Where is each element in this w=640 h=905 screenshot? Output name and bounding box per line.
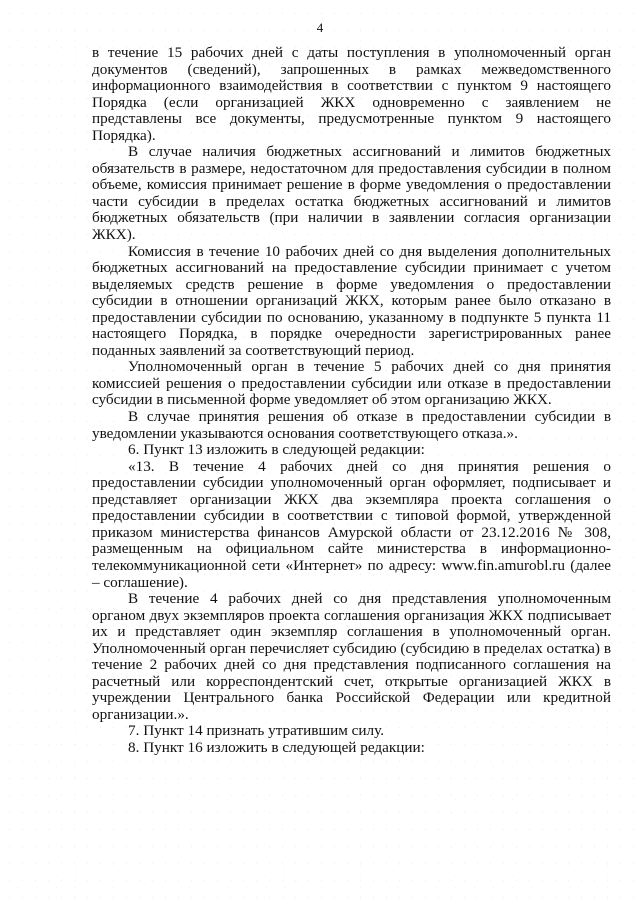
- document-body: [92, 45, 611, 757]
- paragraph-agreement-signing: В течение 4 рабочих дней со дня представления уполномоченным органом двух экземпляров проекта соглашения организация ЖКХ подписывает их и представляет один экземпляр соглашения в уполномоченный орган. Уполномоченный орган перечисляет субсидию (субсидию в пределах остатка) в течение 2 рабочих дней со дня представления подписанного соглашения на расчетный или корреспондентский счет, открытые организацией ЖКХ в учреждении Центрального банка Российской Федерации или кредитной организации.».: [92, 590, 611, 723]
- paragraph-item-6: 6. Пункт 13 изложить в следующей редакции:: [128, 441, 425, 459]
- paragraph-item-7: 7. Пункт 14 признать утратившим силу.: [128, 722, 384, 740]
- paragraph-item-8: 8. Пункт 16 изложить в следующей редакции:: [128, 738, 425, 756]
- paragraph-insufficient-funds: В случае наличия бюджетных ассигнований и лимитов бюджетных обязательств в размере, недостаточном для предоставления субсидии в полном объеме, комиссия принимает решение в форме уведомления о предоставлении части субсидии в пределах остатка бюджетных ассигнований и лимитов бюджетных обязательств (при наличии в заявлении согласия организации ЖКХ).: [92, 143, 611, 244]
- paragraph-continuation: в течение 15 рабочих дней с даты поступления в уполномоченный орган документов (сведений), запрошенных в рамках межведомственного информационного взаимодействия в соответствии с пунктом 9 настоящего Порядка (если организацией ЖКХ одновременно с заявлением не представлены все документы, предусмотренные пунктом 9 настоящего Порядка).: [92, 44, 611, 144]
- paragraph-clause-13: «13. В течение 4 рабочих дней со дня принятия решения о предоставлении субсидии уполномоченный орган оформляет, подписывает и представляет организации ЖКХ два экземпляра проекта соглашения о предоставлении субсидии в соответствии с типовой формой, утвержденной приказом министерства финансов Амурской области от 23.12.2016 № 308, размещенным на официальном сайте министерства в информационно-телекоммуникационной сети «Интернет» по адресу: www.fin.amurobl.ru (далее – соглашение).: [92, 457, 611, 591]
- paragraph-notification: Уполномоченный орган в течение 5 рабочих дней со дня принятия комиссией решения о предоставлении субсидии или отказе в предоставлении субсидии в письменной форме уведомляет об этом организацию ЖКХ.: [92, 358, 611, 409]
- page-number: 4: [316, 20, 324, 35]
- paragraph-additional-allocations: Комиссия в течение 10 рабочих дней со дня выделения дополнительных бюджетных ассигнований на предоставление субсидии принимает с учетом выделяемых средств решение в форме уведомления о предоставлении субсидии в отношении организаций ЖКХ, которым ранее было отказано в предоставлении субсидии по основанию, указанному в подпункте 5 пункта 11 настоящего Порядка, в порядке очередности зарегистрированных ранее поданных заявлений за соответствующий период.: [92, 242, 611, 359]
- paragraph-refusal-grounds: В случае принятия решения об отказе в предоставлении субсидии в уведомлении указываются основания соответствующего отказа.».: [92, 408, 611, 442]
